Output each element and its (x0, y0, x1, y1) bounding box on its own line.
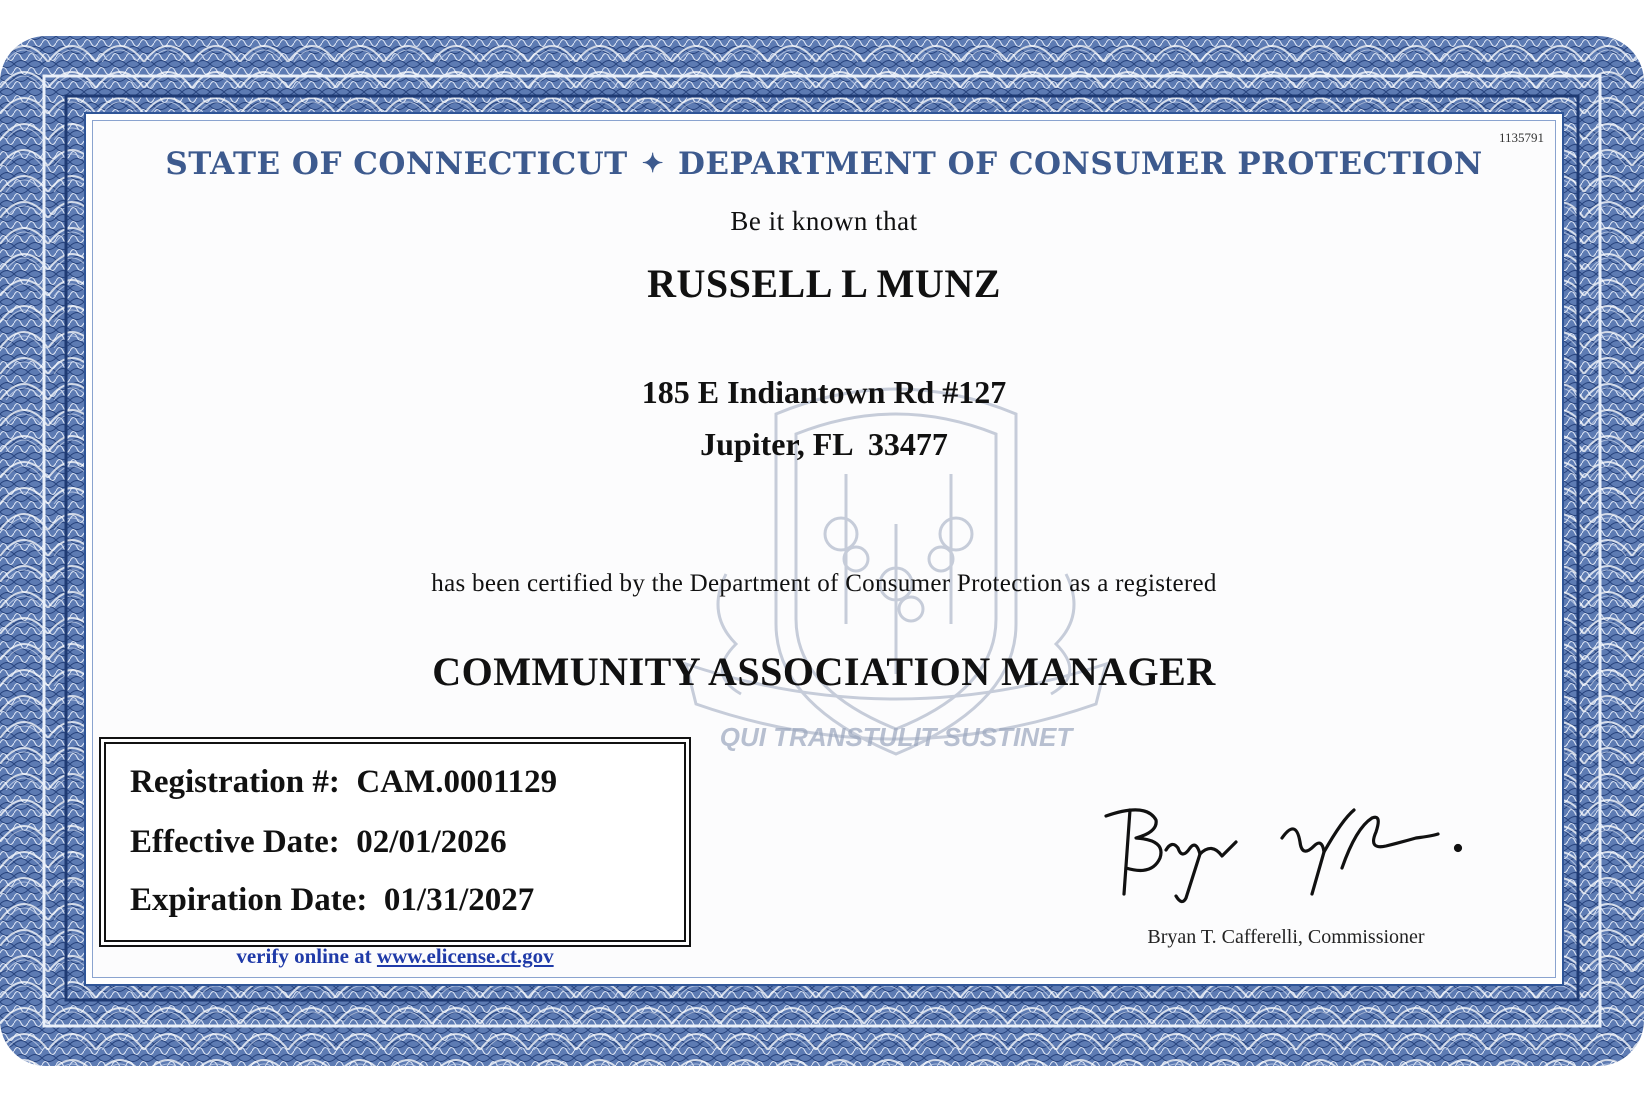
commissioner-signature (1086, 798, 1486, 908)
expiration-date-value: 01/31/2027 (383, 882, 535, 918)
star-separator-icon: ✦ (641, 149, 665, 179)
certificate-header (86, 146, 1562, 182)
seal-motto: QUI TRANSTULIT SUSTINET (719, 722, 1073, 752)
verify-prefix: verify online at (236, 944, 372, 968)
elicense-link[interactable]: www.elicense.ct.gov (376, 944, 554, 968)
header-department: DEPARTMENT OF CONSUMER PROTECTION (678, 146, 1483, 182)
intro-text: Be it known that (730, 206, 918, 236)
holder-name: RUSSELL L MUNZ (647, 261, 1001, 306)
commissioner-name: Bryan T. Cafferelli, Commissioner (1147, 926, 1425, 948)
address-line-1: 185 E Indiantown Rd #127 (641, 374, 1007, 410)
certificate (0, 36, 1644, 1066)
certificate-body (84, 112, 1564, 986)
registration-number-value: CAM.0001129 (356, 764, 558, 800)
expiration-date-label: Expiration Date: (130, 882, 368, 918)
serial-number: 1135791 (1498, 130, 1544, 145)
address-line-2: Jupiter, FL 33477 (700, 426, 948, 462)
effective-date-value: 02/01/2026 (356, 824, 507, 860)
registration-number-label: Registration #: (130, 764, 340, 800)
effective-date-label: Effective Date: (130, 824, 340, 860)
expiration-date-row (130, 882, 534, 919)
registration-box (104, 742, 686, 942)
effective-date-row (130, 824, 507, 861)
registration-number-row (130, 764, 557, 801)
certification-statement: has been certified by the Department of Consumer Protection as a registered (431, 570, 1217, 597)
header-state: STATE OF CONNECTICUT (165, 146, 628, 182)
verify-online (104, 944, 686, 969)
license-title: COMMUNITY ASSOCIATION MANAGER (432, 649, 1216, 694)
